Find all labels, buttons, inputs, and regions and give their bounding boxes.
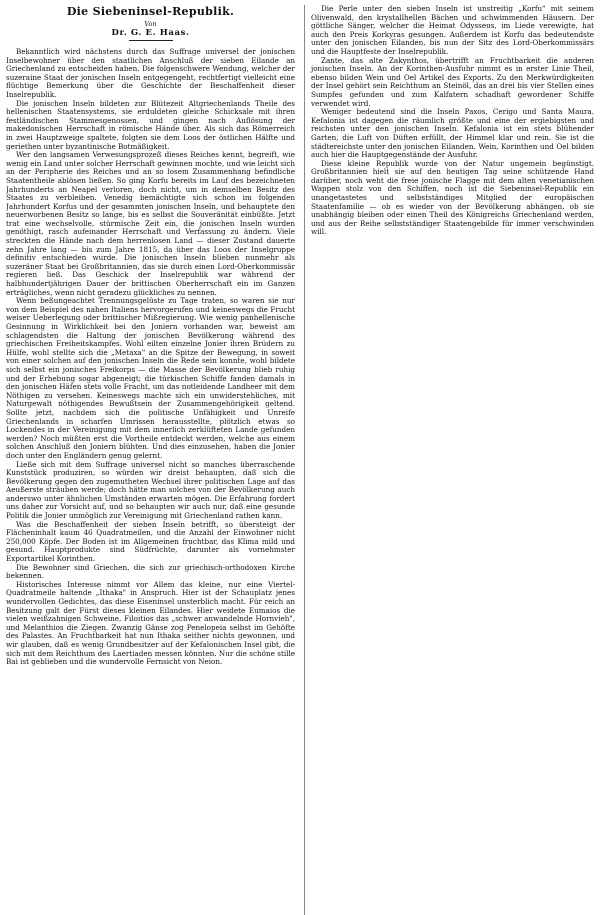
paragraph: Historisches Interesse nimmt vor Allem das kleine, nur eine Viertel-Quadratmeile haltende „Ithaka" in Anspruch. Hier ist der Schauplatz jenes wundervollen Gedichtes, das diese Eiseninsel unsterblich macht. Für reich an Besitzung galt der Fürst dieses kleinen Eilandes. Hier weidete Eumaios die vielen weißzahnigen Schweine, Filoitios das „schwer anwandelnde Hornvieh", und Melanthios die Ziegen. Zwanzig Gänse zog Penelopeia selbst im Gehöfte des Palastes. An Fruchtbarkeit hat nun Ithaka seither nichts gewonnen, und wir glauben, daß es wenig Grundbesitzer auf der Kefalonischen Insel gibt, die sich mit dem Reichthum des Laertiaden messen könnten. Nur die schöne stille Bai ist geblieben und die wundervolle Fernsicht von Neion. bbox=[6, 579, 295, 667]
paragraph: Zante, das alte Zakynthos, übertrifft an Fruchtbarkeit die anderen jonischen Inseln. An der Korinthen-Ausfuhr nimmt es in erster Linie Theil, ebenso bilden Wein und Oel Artikel des Exports. Zu den Merkwürdigkeiten der Insel gehört sein Reichthum an Steinöl, das an drei bis vier Stellen eines Sumpfes gefunden und zum Kalfatern schadhaft gewordener Schiffe verwendet wird. bbox=[311, 55, 594, 108]
paragraph: Wenn beßungeachtet Trennungsgelüste zu Tage traten, so waren sie nur von dem Beispiel des nahen Italiens hervorgerufen und keineswegs die Frucht weiser Ueberlegung oder brittischer Mißregierung. Wie wenig panhellenische Gesinnung in Wirklichkeit bei den Joniern vorhanden war, beweist am schlagendsten die Haltung der jonischen Bevölkerung während des griechischen Freiheitskampfes. Wohl eilten einzelne Jonier ihren Brüdern zu Hülfe, wohl stellte sich die „Metaxa" an die Spitze der Bewegung, in soweit von einer solchen auf den jonischen Inseln die Rede sein konnte, wohl bildete sich selbst ein jonisches Freikorps — die Masse der Bevölkerung blieb ruhig und der Erhebung sogar abgeneigt; die türkischen Schiffe fanden damals in den jonischen Häfen stets volle Fracht, um das notleidende Landheer mit dem Nöthigen zu versehen. Keineswegs machte sich ein unwiderstehliches, mit Naturgewalt nöthigendes Bewußtsein der Zusammengehörigkeit geltend. Sollte jetzt, nachdem sich die politische Unfähigkeit und Unreife Griechenlands in scharfen Umrissen herausstellte, plötzlich etwas so Lockendes in der Vereinigung mit dem innerlich zerklüfteten Lande gefunden werden? Noch müßten erst die Vortheile entdeckt werden, welche aus einem solchen Anschluß den Joniern blühten. Und dies einzusehen, haben die Jonier doch unter den Engländern genug gelernt. bbox=[6, 296, 295, 460]
article-columns bbox=[6, 5, 594, 915]
paragraph: Die jonischen Inseln bildeten zur Blütezeit Altgriechenlands Theile des hellenischen Staatensystems, sie erduldeten gleiche Schicksale mit ihren festländischen Stammesgenossen, und gingen nach Auflösung der makedonischen Herrschaft in römische Hände über. Als sich das Römerreich in zwei Hauptzweige spaltete, folgten sie dem Loos der östlichen Hälfte und geriethen unter byzantinische Botmäßigkeit. bbox=[6, 98, 295, 151]
left-column bbox=[6, 5, 295, 915]
paragraph: Diese kleine Republik wurde von der Natur ungemein begünstigt. Großbritannien hielt sie auf den heutigen Tag seine schützende Hand darüber, noch weht die freie jonische Flagge mit dem alten venetianischen Wappen stolz von den Schiffen, noch ist die Siebeninsel-Republik ein unangetastetes und selbstständiges Mitglied der europäischen Staatenfamilie — ob es wieder von der Bevölkerung abhängen, ob sie unabhängig bleiben oder einen Theil des Königreichs Griechenland werden, und aus der Reihe selbstständiger Staatengebilde für immer verschwinden will. bbox=[311, 158, 594, 237]
byline-prefix: Von bbox=[144, 20, 157, 28]
article-title: Die Siebeninsel-Republik. bbox=[66, 5, 235, 18]
paragraph: Ließe sich mit dem Suffrage universel nicht so manches überraschende Kunststück produziren, so würden wir dreist behaupten, daß sich die Bevölkerung gegen den zugemutheten Wechsel ihrer politischen Lage auf das Aeußerste sträuben werde; doch hätte man solches von der Bevölkerung auch anderswo unter ähnlichen Umständen erwarten mögen. Die Erfahrung fordert uns daher zur Vorsicht auf, und so behaupten wir auch nur, daß eine gesunde Politik die Jonier unmöglich zur Vereinigung mit Griechenland rathen kann. bbox=[6, 459, 295, 521]
paragraph: Was die Beschaffenheit der sieben Inseln betrifft, so übersteigt der Flächeninhalt kaum 46 Quadratmeilen, und die Anzahl der Einwohner nicht 250,000 Köpfe. Der Boden ist im Allgemeinen fruchtbar, das Klima mild und gesund. Hauptprodukte sind Südfrüchte, darunter als vornehmster Exportartikel Korinthen. bbox=[6, 519, 295, 564]
paragraph: Die Perle unter den sieben Inseln ist unstreitig „Korfu" mit seinem Olivenwald, den krystallhellen Bächen und schwimmenden Häusern. Der göttliche Sänger, welcher die Heimat Odysseus, im Liede verewigte, hat auch den Preis Korkyras gesungen. Außerdem ist Korfu das bedeutendste unter den jonischen Eilanden, bis nun der Sitz des Lord-Oberkommissärs und die Hauptfeste der Inselrepublik. bbox=[311, 5, 594, 56]
paragraph: Bekanntlich wird nächstens durch das Suffrage universel der jonischen Inselbewohner über den staatlichen Anschluß der sieben Eilande an Griechenland zu entscheiden haben. Die folgenschwere Wendung, welcher der suzeraine Staat der jonischen Inseln entgegengeht, rechtfertigt vielleicht eine flüchtige Bemerkung über die Geschichte der Beschaffenheit dieser Inselrepublik. bbox=[6, 47, 295, 99]
paragraph: Die Bewohner sind Griechen, die sich zur griechisch-orthodoxen Kirche bekennen. bbox=[6, 562, 295, 581]
title-rule bbox=[129, 40, 173, 41]
right-column bbox=[304, 5, 594, 915]
paragraph: Weniger bedeutend sind die Inseln Paxos, Cerigo und Santa Maura. Kefalonia ist dagegen die räumlich größte und eine der ergiebigsten und reichsten unter den jonischen Inseln. Kefalonia ist ein stets blühender Garten, die Luft von Düften erfüllt, der Himmel klar und rein. Sie ist die städtereichste unter den jonischen Eilanden. Wein, Korinthen und Oel bilden auch hier die Hauptgegenstände der Ausfuhr. bbox=[311, 107, 594, 160]
paragraph: Wer den langsamen Verwesungsprozeß dieses Reiches kennt, begreift, wie wenig ein Land unter solcher Herrschaft gewinnen mochte, und wie leicht sich an der Peripherie des Reiches und an so losem Zusammenhang befindliche Staatentheile ablösen ließen. So ging Korfu bereits im Lauf des bezeichneten Jahrhunderts an Neapel verloren, doch nicht, um in demselben Besitz des Staates zu verbleiben. Venedig bemächtigte sich schon im folgenden Jahrhundert Korfus und der gesammten jonischen Inseln, und behauptete den neuerworbenen Besitz so lange, bis es selbst die Souveränität einbüßte. Jetzt trat eine wechselvolle, stürmische Zeit ein, die jonischen Inseln wurden genöthigt, rasch aufeinander Herrschaft und Verfassung zu ändern. Viele streckten die Hände nach dem herrenlosen Land — dieser Zustand dauerte zehn Jahre lang — bis zum Jahre 1815, da über das Loos der Inselgruppe definitiv entschieden wurde. Die jonischen Inseln blieben nunmehr als suzeräner Staat bei Großbritannien, das sie durch einen Lord-Oberkommissär regieren ließ. Das Geschick der Inselrepublik war während der halbhundertjährigen Dauer der brittischen Oberherrschaft ein im Ganzen erträgliches, wenn nicht geradezu glückliches zu nennen. bbox=[6, 150, 295, 297]
byline-author: Dr. G. E. Haas. bbox=[111, 28, 190, 38]
